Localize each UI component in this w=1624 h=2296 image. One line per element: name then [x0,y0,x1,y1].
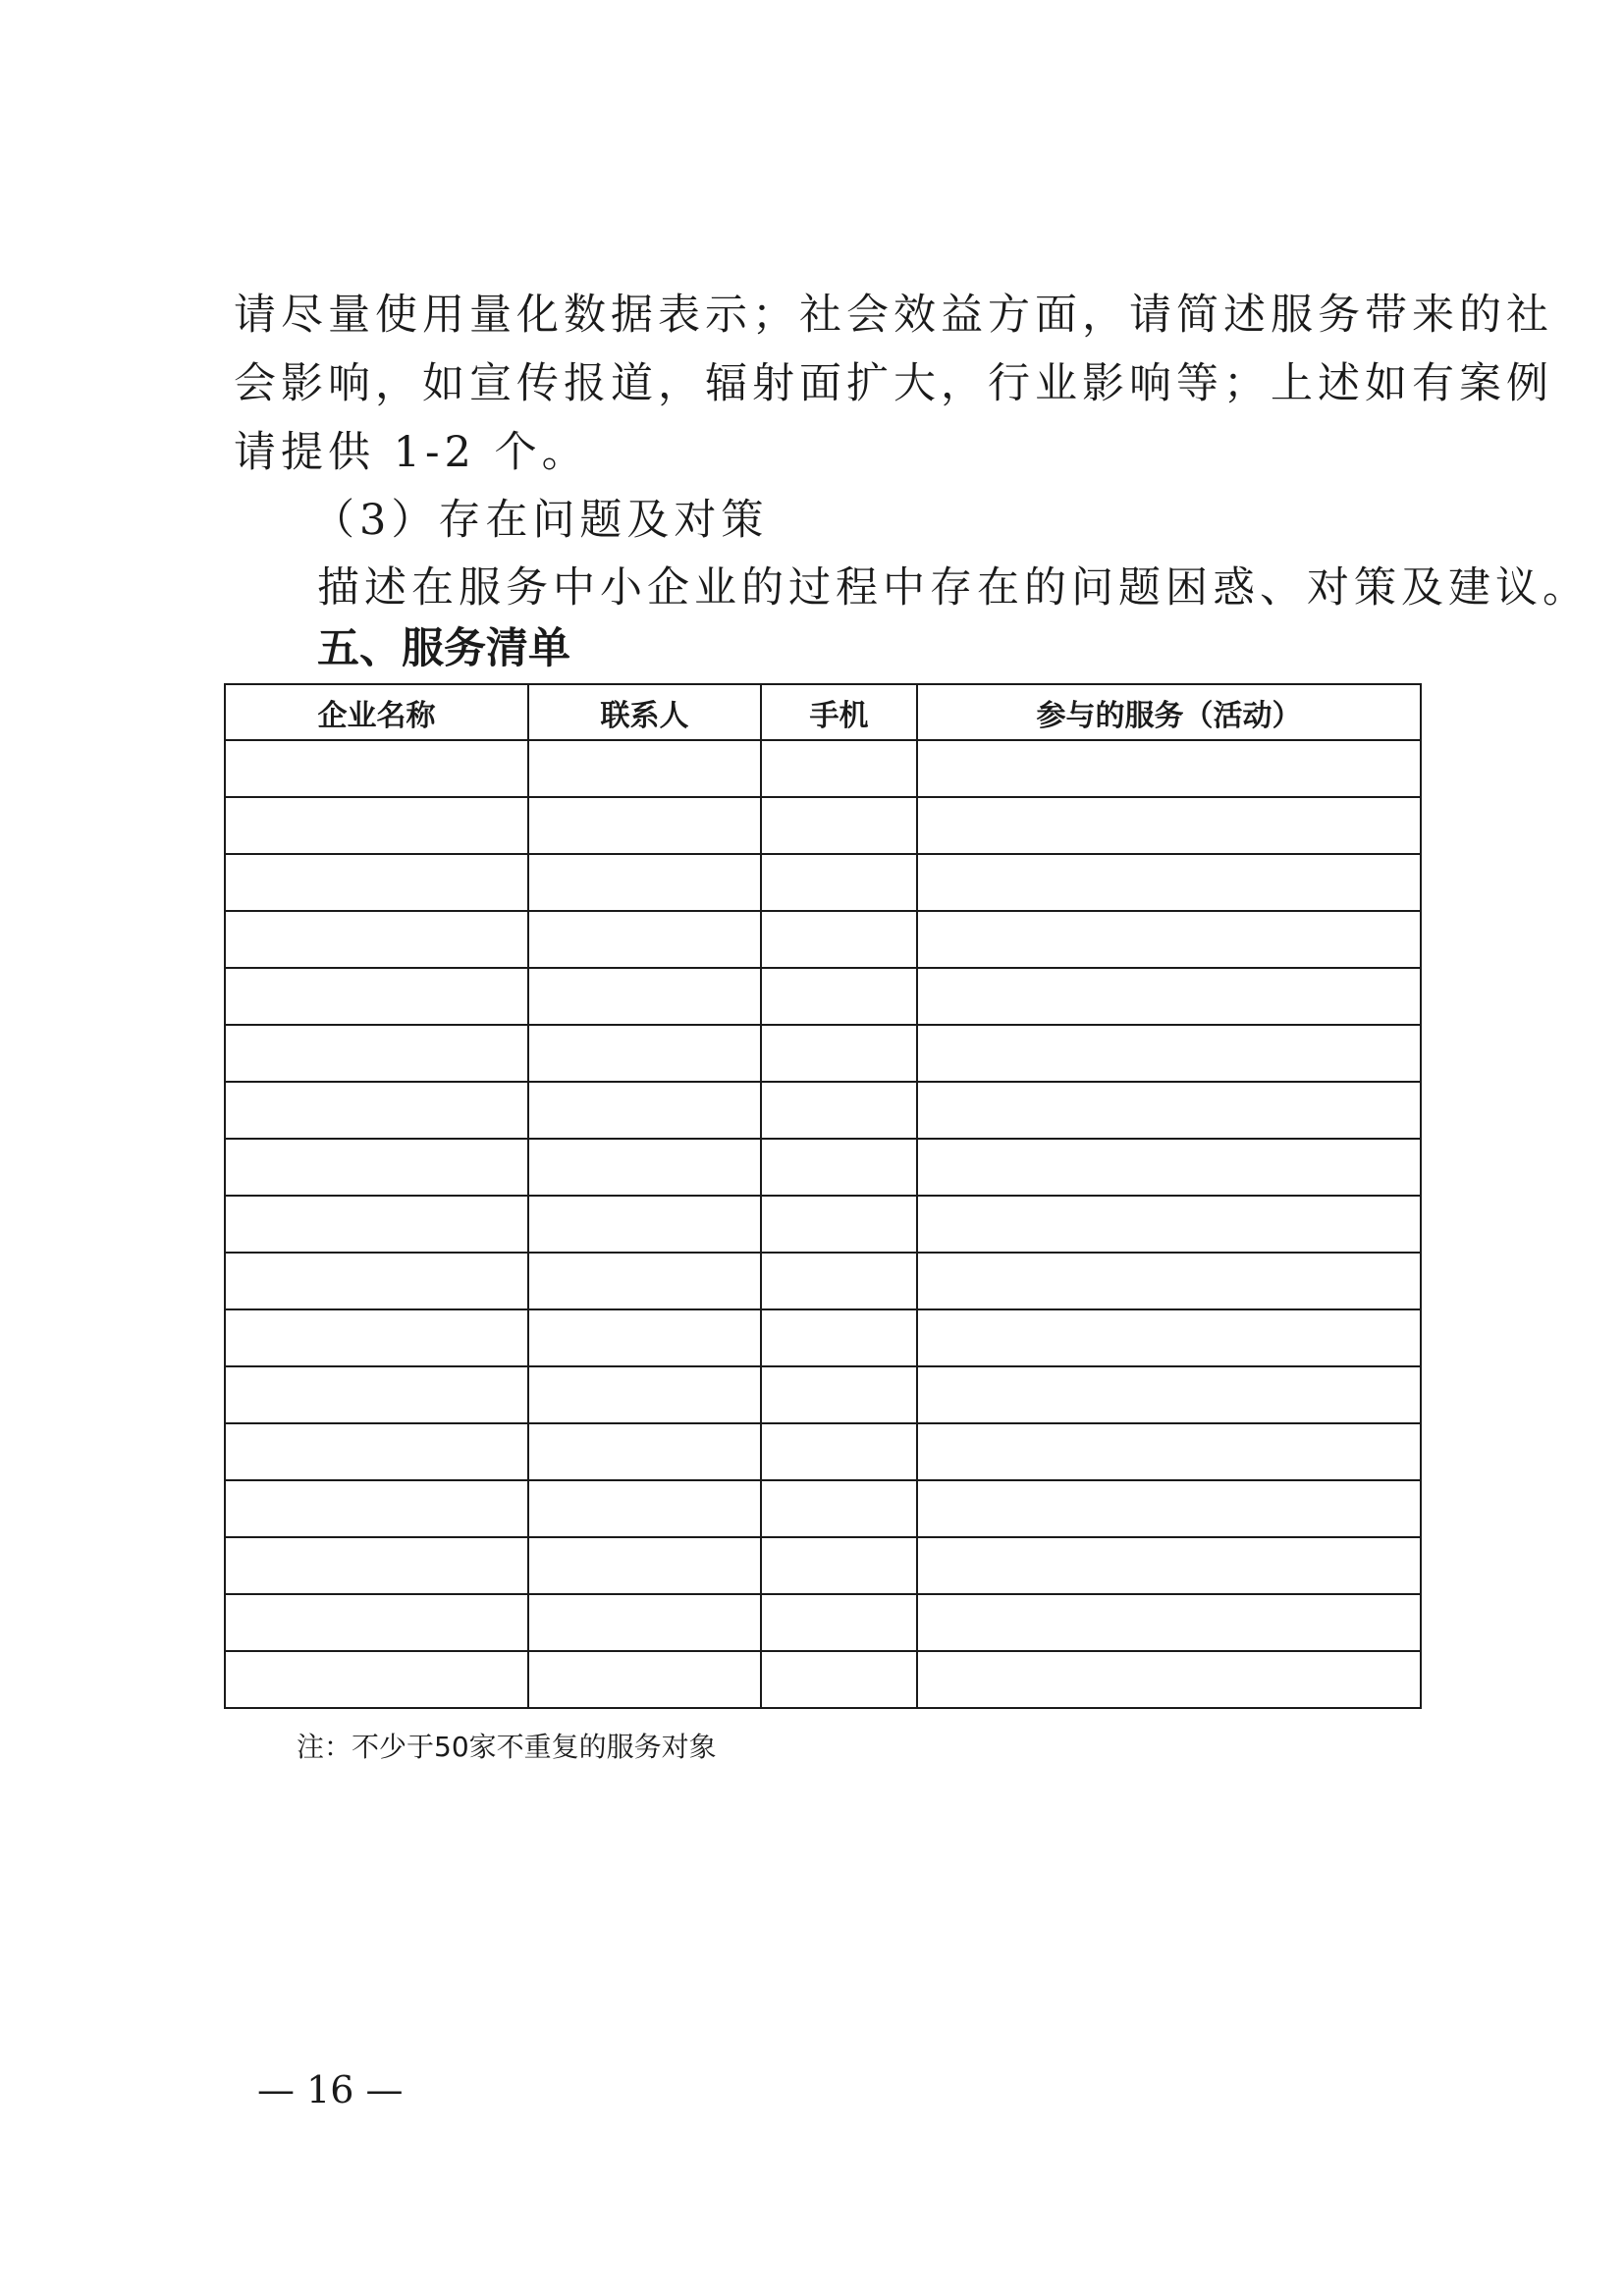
table-cell[interactable] [225,1196,528,1253]
table-cell[interactable] [528,1196,761,1253]
table-cell[interactable] [761,1537,917,1594]
table-cell[interactable] [225,968,528,1025]
table-cell[interactable] [225,1139,528,1196]
table-cell[interactable] [528,1082,761,1139]
table-cell[interactable] [761,1139,917,1196]
table-row [225,1025,1421,1082]
paragraph-line-5: 描述在服务中小企业的过程中存在的问题困惑、对策及建议。 [317,563,1590,613]
table-cell[interactable] [225,797,528,854]
table-cell[interactable] [761,968,917,1025]
table-cell[interactable] [917,968,1421,1025]
table-cell[interactable] [917,1025,1421,1082]
table-cell[interactable] [761,1423,917,1480]
table-row [225,1309,1421,1366]
table-note: 注：不少于50家不重复的服务对象 [297,1731,717,1763]
table-row [225,854,1421,911]
table-cell[interactable] [917,1196,1421,1253]
table-row [225,1537,1421,1594]
table-cell[interactable] [528,1594,761,1651]
table-cell[interactable] [917,911,1421,968]
table-cell[interactable] [761,911,917,968]
table-cell[interactable] [225,1423,528,1480]
table-cell[interactable] [225,1082,528,1139]
subsection-heading: （3）存在问题及对策 [312,496,769,545]
table-cell[interactable] [917,1651,1421,1708]
table-cell[interactable] [225,1594,528,1651]
table-cell[interactable] [528,1025,761,1082]
table-cell[interactable] [225,854,528,911]
table-header-row [225,684,1421,740]
paragraph-line-1: 请尽量使用量化数据表示；社会效益方面，请简述服务带来的社 [234,291,1553,340]
table-cell[interactable] [225,1309,528,1366]
table-cell[interactable] [225,740,528,797]
table-cell[interactable] [528,911,761,968]
table-row [225,1594,1421,1651]
table-cell[interactable] [917,1082,1421,1139]
table-row [225,968,1421,1025]
table-cell[interactable] [761,1594,917,1651]
table-cell[interactable] [917,797,1421,854]
table-cell[interactable] [225,1480,528,1537]
table-cell[interactable] [917,740,1421,797]
table-body [225,740,1421,1708]
table-cell[interactable] [761,1082,917,1139]
table-cell[interactable] [761,1480,917,1537]
table-cell[interactable] [917,1139,1421,1196]
table-cell[interactable] [528,1480,761,1537]
table-row [225,797,1421,854]
table-cell[interactable] [917,1537,1421,1594]
table-cell[interactable] [917,854,1421,911]
table-cell[interactable] [761,740,917,797]
service-list-table [224,683,1422,1709]
table-row [225,1082,1421,1139]
table-cell[interactable] [761,854,917,911]
table-cell[interactable] [528,1423,761,1480]
table-cell[interactable] [225,1025,528,1082]
page-number: — 16 — [257,2068,404,2111]
table-cell[interactable] [528,797,761,854]
table-cell[interactable] [528,740,761,797]
table-cell[interactable] [528,1651,761,1708]
table-row [225,1651,1421,1708]
table-cell[interactable] [761,1651,917,1708]
table-row [225,911,1421,968]
table-cell[interactable] [528,1139,761,1196]
table-cell[interactable] [528,1537,761,1594]
table-cell[interactable] [761,1025,917,1082]
header-mobile: 手机 [761,684,917,740]
table-cell[interactable] [225,1253,528,1309]
paragraph-line-3: 请提供 1-2 个。 [234,428,589,477]
table-cell[interactable] [528,1253,761,1309]
table-cell[interactable] [761,797,917,854]
table-row [225,1423,1421,1480]
table-cell[interactable] [917,1423,1421,1480]
section-title: 五、服务清单 [317,624,570,673]
table-cell[interactable] [225,1366,528,1423]
table-cell[interactable] [917,1253,1421,1309]
table-cell[interactable] [917,1480,1421,1537]
table-row [225,1366,1421,1423]
table-row [225,1253,1421,1309]
table-row [225,1139,1421,1196]
header-service-activity: 参与的服务（活动） [917,684,1421,740]
paragraph-line-2: 会影响，如宣传报道，辐射面扩大，行业影响等；上述如有案例 [234,359,1553,408]
table-cell[interactable] [528,1366,761,1423]
header-company-name: 企业名称 [225,684,528,740]
table-cell[interactable] [761,1196,917,1253]
table-cell[interactable] [917,1366,1421,1423]
table-cell[interactable] [225,1537,528,1594]
table-row [225,1196,1421,1253]
table-cell[interactable] [528,1309,761,1366]
table-cell[interactable] [917,1594,1421,1651]
table-cell[interactable] [528,854,761,911]
table-row [225,1480,1421,1537]
table-cell[interactable] [528,968,761,1025]
table-cell[interactable] [225,1651,528,1708]
table-cell[interactable] [761,1366,917,1423]
table-cell[interactable] [225,911,528,968]
header-contact-person: 联系人 [528,684,761,740]
table-cell[interactable] [917,1309,1421,1366]
table-cell[interactable] [761,1253,917,1309]
table-cell[interactable] [761,1309,917,1366]
table-row [225,740,1421,797]
